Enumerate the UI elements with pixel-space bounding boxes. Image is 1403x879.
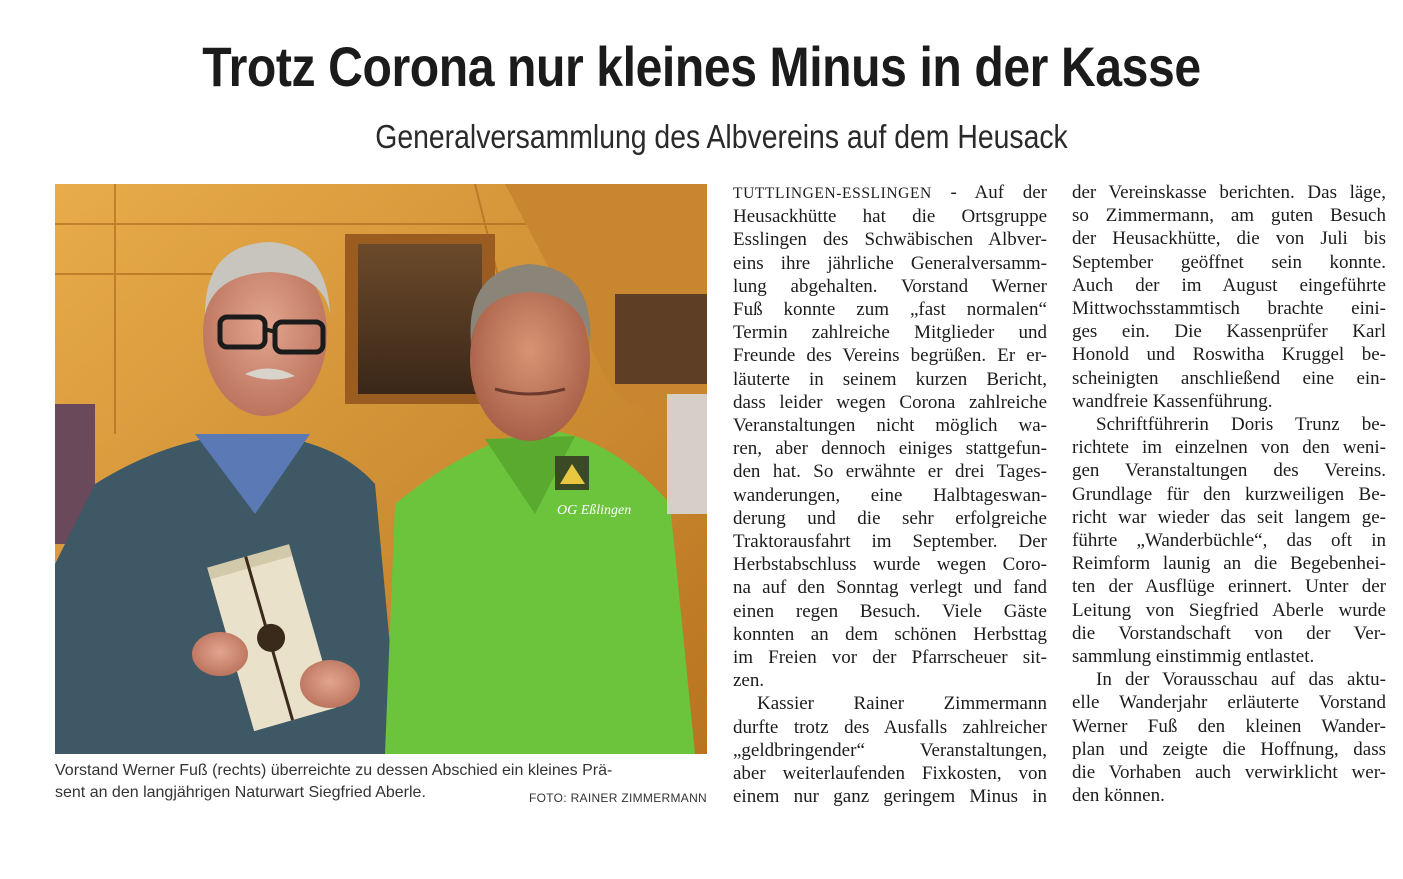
article-line: Herbstabschluss wurde wegen Coro- [733,554,1047,576]
article-line: der Heusackhütte, die von Juli bis [1072,228,1386,250]
article-photo [55,184,707,754]
article-line: Kassier Rainer Zimmermann [757,693,1047,715]
article-line: derung und die sehr erfolgreiche [733,507,1047,529]
article-line: aber weiterlaufenden Fixkosten, von [733,763,1047,785]
article-line: die Vorstandschaft von der Ver- [1072,622,1386,644]
article-line: Mittwochsstammtisch brachte eini- [1072,298,1386,320]
article-column-1 [733,181,1047,808]
article-line: einem nur ganz geringem Minus in [733,786,1047,808]
article-line: wanderungen, eine Halbtageswan- [733,484,1047,506]
article-line: Heusackhütte hat die Ortsgruppe [733,206,1047,228]
article-line: ten der Ausflüge erinnert. Unter der [1072,576,1386,598]
article-line: dass leider wegen Corona zahlreiche [733,391,1047,413]
photo-caption [55,760,707,804]
article-line: plan und zeigte die Hoffnung, dass [1072,738,1386,760]
dateline: TUTTLINGEN-ESSLINGEN [733,185,932,202]
headline: Trotz Corona nur kleines Minus in der Kasse [202,35,1201,98]
article-line: den können. [1072,785,1165,807]
article-line: eins ihre jährliche Generalversamm- [733,252,1047,274]
article-line: Fuß konnte zum „fast normalen“ [733,299,1047,321]
article-line [733,181,1047,205]
article-line: na auf den Sonntag verlegt und fand [733,577,1047,599]
article-line: im Freien vor der Pfarrscheuer sit- [733,647,1047,669]
article-line: ren, aber dennoch einiges stattgefun- [733,438,1047,460]
article-line: Freunde des Vereins begrüßen. Er er- [733,345,1047,367]
photo-credit: FOTO: RAINER ZIMMERMANN [528,791,707,805]
article-line: so Zimmermann, am guten Besuch [1072,205,1386,227]
article-line: In der Vorausschau auf das aktu- [1096,669,1386,691]
article-line: richt war wieder das seit langem ge- [1072,506,1386,528]
article-line: Werner Fuß den kleinen Wander- [1072,715,1386,737]
caption-line: sent an den langjährigen Naturwart Siegfried Aberle. [55,784,426,801]
article-line: Honold und Roswitha Kruggel be- [1072,344,1386,366]
article-line: führte „Wanderbüchle“, das oft in [1072,530,1386,552]
article-line: durfte trotz des Ausfalls zahlreicher [733,716,1047,738]
article-line: elle Wanderjahr erläuterte Vorstand [1072,692,1386,714]
article-line: sammlung einstimmig entlastet. [1072,646,1315,668]
shirt-embroidery: OG Eßlingen [557,503,632,518]
article-line: Traktorausfahrt im September. Der [733,531,1047,553]
article-line: gen Veranstaltungen des Vereins. [1072,460,1386,482]
article-line: „geldbringender“ Veranstaltungen, [733,739,1047,761]
article-line: der Vereinskasse berichten. Das läge, [1072,182,1386,203]
article-line: Leitung von Siegfried Aberle wurde [1072,599,1386,621]
article-line: einen regen Besuch. Viele Gäste [733,600,1047,622]
article-line: richtete im einzelnen von den weni- [1072,437,1386,459]
article-line: wandfreie Kassenführung. [1072,390,1273,412]
article-line: den hat. So erwähnte er drei Tages- [733,461,1047,483]
article-line: zen. [733,670,765,692]
article-line: September geöffnet sein konnte. [1072,251,1386,273]
article-line: die Vorhaben auch verwirklicht wer- [1072,762,1386,784]
caption-line: Vorstand Werner Fuß (rechts) überreichte zu dessen Abschied ein kleines Prä- [55,762,613,779]
article-line: Auch der im August eingeführte [1072,274,1386,296]
article-line: lung abgehalten. Vorstand Werner [733,275,1047,297]
article-line: konnten an dem schönen Herbsttag [733,623,1047,645]
article-line: läuterte in seinem kurzen Bericht, [733,368,1047,390]
article-line: Esslingen des Schwäbischen Albver- [733,229,1047,251]
article-line: Grundlage für den kurzweiligen Be- [1072,483,1386,505]
subheadline: Generalversammlung des Albvereins auf dem Heusack [375,118,1068,155]
article-column-2 [1072,181,1386,807]
article-line: Reimform launig an die Begebenhei- [1072,553,1386,575]
article-line: Schriftführerin Doris Trunz be- [1096,414,1386,436]
article-line: scheinigten anschließend eine ein- [1072,367,1386,389]
article-line: Veranstaltungen nicht möglich wa- [733,415,1047,437]
article-text: - Auf der [931,182,1047,203]
article-line: Termin zahlreiche Mitglieder und [733,322,1047,344]
article-line: ges ein. Die Kassenprüfer Karl [1072,321,1386,343]
